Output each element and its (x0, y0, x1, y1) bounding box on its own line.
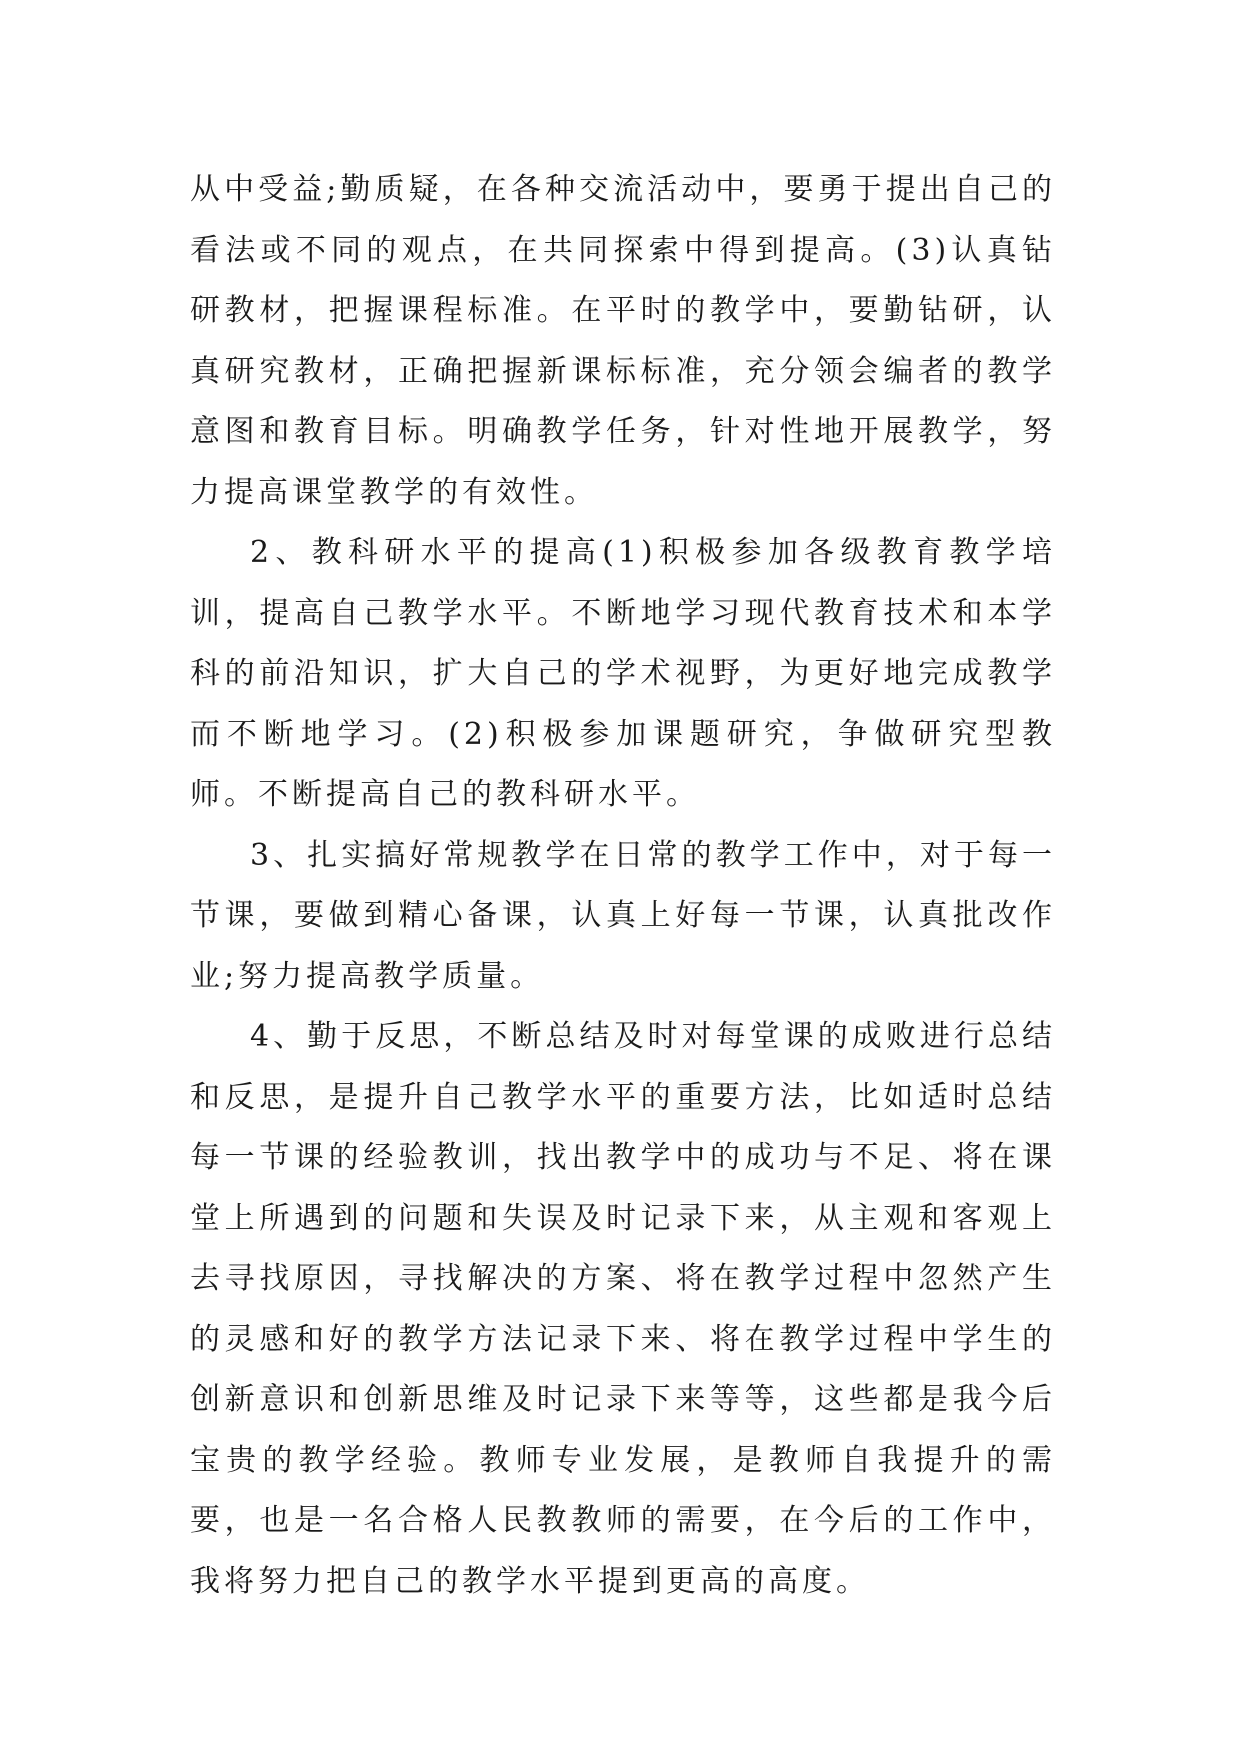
document-body (190, 160, 1056, 1612)
paragraph-item-2: 2、教科研水平的提高(1)积极参加各级教育教学培训，提高自己教学水平。不断地学习现代教育技术和本学科的前沿知识，扩大自己的学术视野，为更好地完成教学而不断地学习。(2)积极参加课题研究，争做研究型教师。不断提高自己的教科研水平。 (190, 535, 1056, 812)
paragraph-item-3: 3、扎实搞好常规教学在日常的教学工作中，对于每一节课，要做到精心备课，认真上好每一节课，认真批改作业;努力提高教学质量。 (190, 837, 1056, 994)
paragraph-item-4: 4、勤于反思，不断总结及时对每堂课的成败进行总结和反思，是提升自己教学水平的重要方法，比如适时总结每一节课的经验教训，找出教学中的成功与不足、将在课堂上所遇到的问题和失误及时记录下来，从主观和客观上去寻找原因，寻找解决的方案、将在教学过程中忽然产生的灵感和好的教学方法记录下来、将在教学过程中学生的创新意识和创新思维及时记录下来等等，这些都是我今后宝贵的教学经验。教师专业发展，是教师自我提升的需要，也是一名合格人民教教师的需要，在今后的工作中，我将努力把自己的教学水平提到更高的高度。 (190, 1019, 1056, 1599)
paragraph-continuation: 从中受益;勤质疑，在各种交流活动中，要勇于提出自己的看法或不同的观点，在共同探索中得到提高。(3)认真钻研教材，把握课程标准。在平时的教学中，要勤钻研，认真研究教材，正确把握新课标标准，充分领会编者的教学意图和教育目标。明确教学任务，针对性地开展教学，努力提高课堂教学的有效性。 (190, 172, 1056, 510)
